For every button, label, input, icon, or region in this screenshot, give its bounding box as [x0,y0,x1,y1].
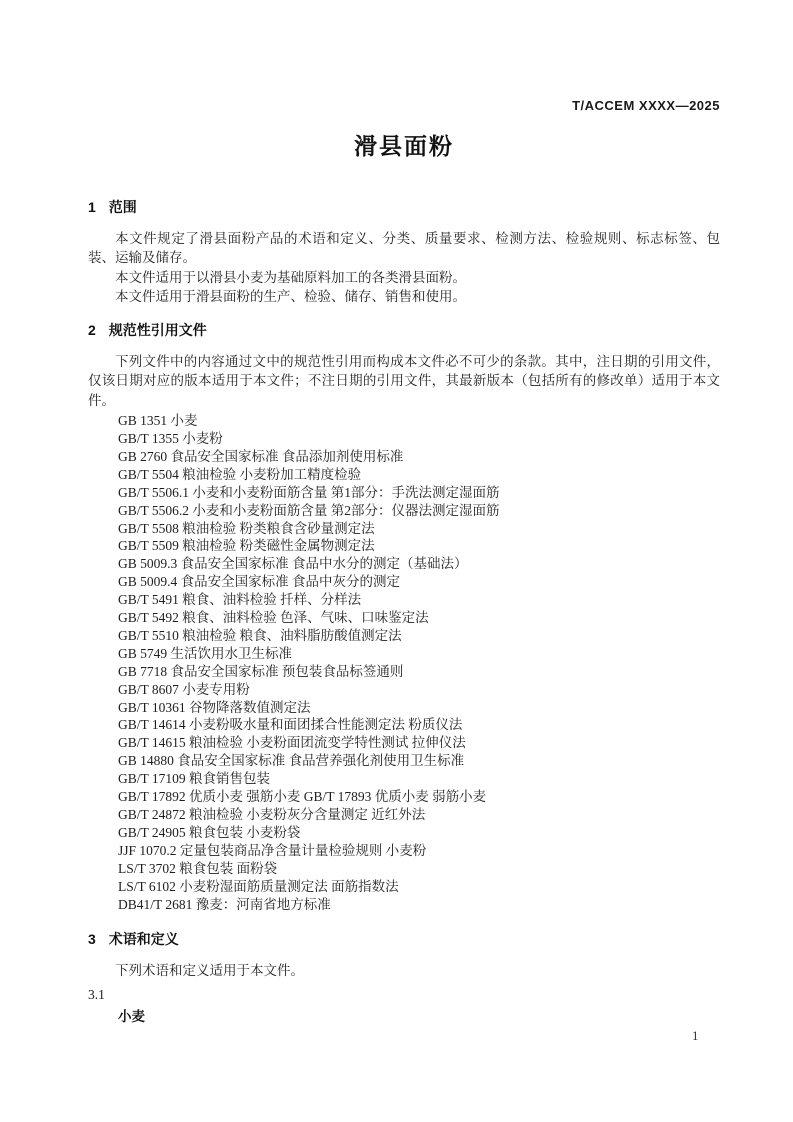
scope-paragraph-1: 本文件规定了滑县面粉产品的术语和定义、分类、质量要求、检测方法、检验规则、标志标签、包装、运输及储存。 [88,231,720,266]
term-name: 小麦 [118,1008,145,1024]
reference-item: GB/T 5510 粮油检验 粮食、油料脂肪酸值测定法 [118,627,402,643]
section-1-heading [88,199,720,215]
reference-item: GB/T 5506.2 小麦和小麦粉面筋含量 第2部分：仪器法测定湿面筋 [118,502,500,518]
reference-item: GB 14880 食品安全国家标准 食品营养强化剂使用卫生标准 [118,753,465,769]
reference-item: GB 7718 食品安全国家标准 预包装食品标签通则 [118,663,404,679]
scope-paragraph-3: 本文件适用于滑县面粉的生产、检验、储存、销售和使用。 [115,288,466,304]
section-2-title: 规范性引用文件 [108,322,207,339]
reference-item: GB 5749 生活饮用水卫生标准 [118,645,293,661]
page-number: 1 [692,1028,699,1043]
normative-references-intro: 下列文件中的内容通过文中的规范性引用而构成本文件必不可少的条款。其中，注日期的引用文件，仅该日期对应的版本适用于本文件；不注日期的引用文件，其最新版本（包括所有的修改单）适用于本文件。 [88,354,720,408]
reference-item: GB/T 5491 粮食、油料检验 扦样、分样法 [118,592,362,608]
reference-item: GB 5009.4 食品安全国家标准 食品中灰分的测定 [118,574,401,590]
doc-title: 滑县面粉 [354,133,454,159]
reference-item: GB/T 5492 粮食、油料检验 色泽、气味、口味鉴定法 [118,610,429,626]
scope-paragraph-2: 本文件适用于以滑县小麦为基础原料加工的各类滑县面粉。 [115,269,466,285]
doc-code: T/ACCEM XXXX—2025 [572,98,720,113]
reference-item: GB/T 10361 谷物降落数值测定法 [118,699,311,715]
reference-item: LS/T 3702 粮食包装 面粉袋 [118,860,278,876]
reference-item: GB 5009.3 食品安全国家标准 食品中水分的测定（基础法） [118,556,468,572]
section-3-heading [88,931,720,947]
section-2-heading [88,322,720,338]
reference-item: DB41/T 2681 豫麦：河南省地方标准 [118,896,331,912]
reference-item: JJF 1070.2 定量包装商品净含量计量检验规则 小麦粉 [118,842,427,858]
reference-item: GB/T 1355 小麦粉 [118,430,223,446]
reference-item: GB/T 17892 优质小麦 强筋小麦 GB/T 17893 优质小麦 弱筋小麦 [118,789,487,805]
section-2-number: 2 [88,322,96,339]
reference-item: LS/T 6102 小麦粉湿面筋质量测定法 面筋指数法 [118,878,399,894]
reference-item: GB/T 8607 小麦专用粉 [118,681,250,697]
section-1-number: 1 [88,199,96,215]
reference-item: GB/T 17109 粮食销售包装 [118,771,271,787]
terms-intro: 下列术语和定义适用于本文件。 [115,963,304,979]
section-3-number: 3 [88,931,96,948]
reference-item: GB/T 5506.1 小麦和小麦粉面筋含量 第1部分：手洗法测定湿面筋 [118,484,500,500]
term-number: 3.1 [88,986,105,1002]
section-3-title: 术语和定义 [108,931,179,948]
section-1-title: 范围 [108,199,137,215]
reference-item: GB/T 5504 粮油检验 小麦粉加工精度检验 [118,466,362,482]
reference-item: GB/T 24905 粮食包装 小麦粉袋 [118,824,301,840]
reference-item: GB 1351 小麦 [118,413,198,429]
references-list [118,412,720,913]
reference-item: GB/T 5509 粮油检验 粉类磁性金属物测定法 [118,538,375,554]
reference-item: GB/T 5508 粮油检验 粉类粮食含砂量测定法 [118,520,375,536]
reference-item: GB/T 14614 小麦粉吸水量和面团揉合性能测定法 粉质仪法 [118,717,463,733]
reference-item: GB/T 24872 粮油检验 小麦粉灰分含量测定 近红外法 [118,807,426,823]
reference-item: GB/T 14615 粮油检验 小麦粉面团流变学特性测试 拉伸仪法 [118,735,466,751]
reference-item: GB 2760 食品安全国家标准 食品添加剂使用标准 [118,448,404,464]
